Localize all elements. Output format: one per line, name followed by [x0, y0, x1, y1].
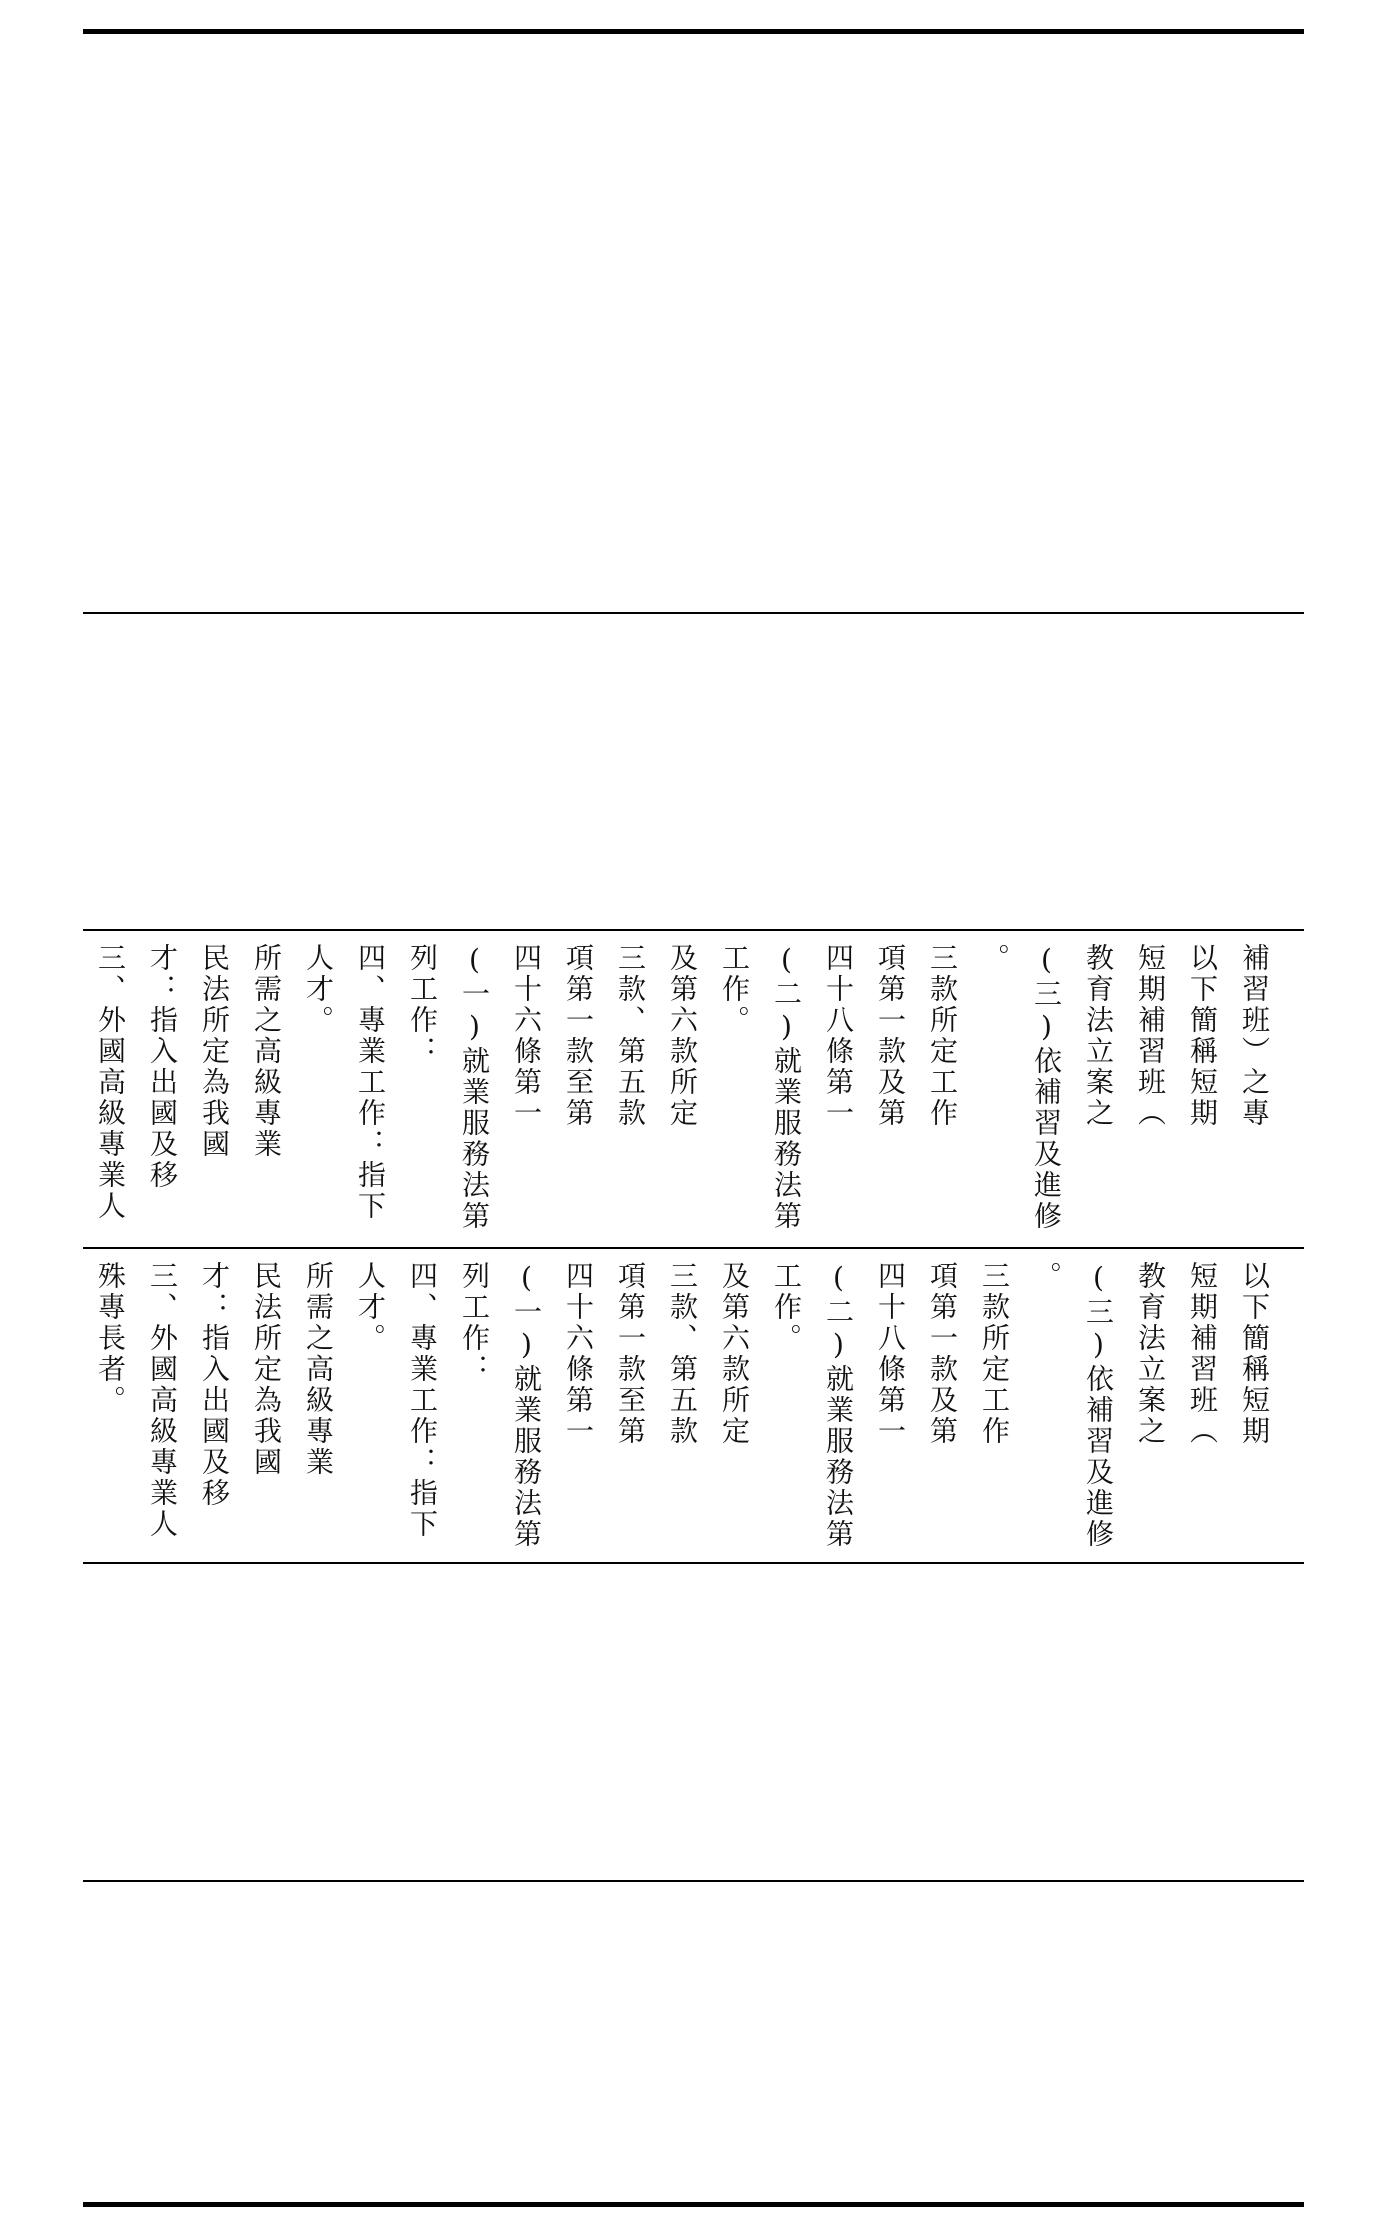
text-column: 及第六款所定 [718, 1261, 751, 1447]
text-column: 教育法立案之 [1134, 1261, 1167, 1447]
text-column: 列工作： [406, 943, 439, 1067]
text-column: 殊專長者。 [94, 1261, 127, 1416]
text-column: 以下簡稱短期 [1186, 943, 1219, 1129]
text-column: 工作。 [718, 943, 751, 1036]
text-column: 才：指入出國及移 [198, 1261, 231, 1509]
text-column: (二)就業服務法第 [822, 1261, 855, 1550]
text-column: 三、外國高級專業人 [94, 943, 127, 1222]
text-column: 三款、第五款 [666, 1261, 699, 1447]
text-column: 及第六款所定 [666, 943, 699, 1129]
table-cell-empty [83, 1564, 1304, 1880]
text-column: 四十六條第一 [562, 1261, 595, 1447]
text-column: 三款所定工作 [926, 943, 959, 1129]
text-column: 才：指入出國及移 [146, 943, 179, 1191]
table-cell-empty [83, 614, 1304, 929]
text-column: 人才。 [354, 1261, 387, 1354]
text-column: (二)就業服務法第 [770, 943, 803, 1232]
text-column: 三款、第五款 [614, 943, 647, 1129]
text-column: (一)就業服務法第 [510, 1261, 543, 1550]
text-column: (一)就業服務法第 [458, 943, 491, 1232]
text-column: 項第一款至第 [562, 943, 595, 1129]
text-column: 補習班）之專 [1238, 943, 1271, 1129]
text-column: 四十八條第一 [822, 943, 855, 1129]
text-column: (三)依補習及進修 [1082, 1261, 1115, 1550]
text-column: 項第一款及第 [874, 943, 907, 1129]
text-column: 所需之高級專業 [250, 943, 283, 1160]
text-column: 所需之高級專業 [302, 1261, 335, 1478]
text-column: 四十六條第一 [510, 943, 543, 1129]
table-bottom-border [83, 2202, 1304, 2207]
text-column: 項第一款至第 [614, 1261, 647, 1447]
text-column: 項第一款及第 [926, 1261, 959, 1447]
text-column: 三、外國高級專業人 [146, 1261, 179, 1540]
text-column: 。 [1030, 1261, 1063, 1292]
table-cell-empty [83, 1882, 1304, 2202]
table-cell-current-text [83, 1249, 1304, 1562]
text-column: 以下簡稱短期 [1238, 1261, 1271, 1447]
text-column: 教育法立案之 [1082, 943, 1115, 1129]
text-column: 四十八條第一 [874, 1261, 907, 1447]
text-column: 人才。 [302, 943, 335, 1036]
table-cell-empty [83, 34, 1304, 612]
text-column: 短期補習班（ [1186, 1261, 1219, 1447]
text-column: (三)依補習及進修 [1030, 943, 1063, 1232]
text-column: 短期補習班（ [1134, 943, 1167, 1129]
text-column: 列工作： [458, 1261, 491, 1385]
table-cell-revised-text [83, 931, 1304, 1247]
text-column: 民法所定為我國 [250, 1261, 283, 1478]
text-column: 四、專業工作：指下 [354, 943, 387, 1222]
text-column: 。 [978, 943, 1011, 974]
text-column: 三款所定工作 [978, 1261, 1011, 1447]
text-column: 四、專業工作：指下 [406, 1261, 439, 1540]
text-column: 民法所定為我國 [198, 943, 231, 1160]
text-column: 工作。 [770, 1261, 803, 1354]
